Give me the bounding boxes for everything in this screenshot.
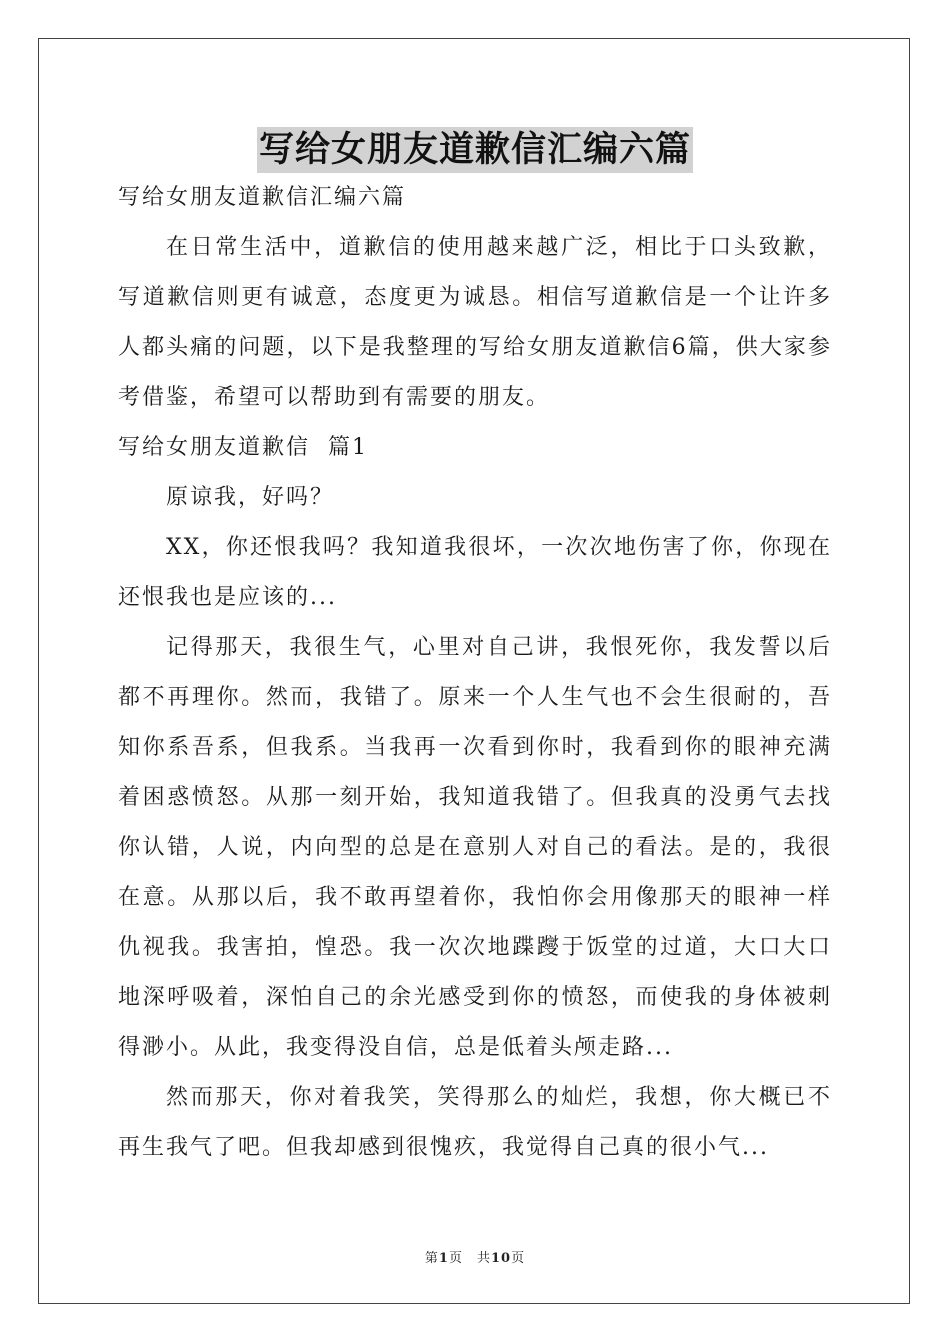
title-container: [0, 127, 950, 173]
total-prefix: 共: [476, 1251, 491, 1266]
page-number: 1: [438, 1251, 449, 1266]
page-footer: [0, 1247, 950, 1266]
intro-paragraph: 在日常生活中，道歉信的使用越来越广泛，相比于口头致歉，写道歉信则更有诚意，态度更为诚恳。相信写道歉信是一个让许多人都头痛的问题，以下是我整理的写给女朋友道歉信6篇，供大家参考借鉴，希望可以帮助到有需要的朋友。: [118, 235, 832, 410]
subtitle: 写给女朋友道歉信汇编六篇: [118, 185, 407, 210]
section-heading: 写给女朋友道歉信 篇1: [118, 435, 368, 460]
page-indicator: [425, 1251, 463, 1266]
total-suffix: 页: [511, 1251, 526, 1266]
letter-paragraph-1: XX，你还恨我吗？我知道我很坏，一次次地伤害了你，你现在还恨我也是应该的...: [118, 535, 832, 610]
document-title: 写给女朋友道歉信汇编六篇: [257, 127, 693, 173]
letter-paragraph-3: 然而那天，你对着我笑，笑得那么的灿烂，我想，你大概已不再生我气了吧。但我却感到很愧疚，我觉得自己真的很小气...: [118, 1085, 832, 1160]
total-pages-indicator: [477, 1251, 525, 1266]
page-prefix: 第: [424, 1251, 439, 1266]
letter-paragraph-2: 记得那天，我很生气，心里对自己讲，我恨死你，我发誓以后都不再理你。然而，我错了。原来一个人生气也不会生很耐的，吾知你系吾系，但我系。当我再一次看到你时，我看到你的眼神充满着困惑愤怒。从那一刻开始，我知道我错了。但我真的没勇气去找你认错，人说，内向型的总是在意别人对自己的看法。是的，我很在意。从那以后，我不敢再望着你，我怕你会用像那天的眼神一样仇视我。我害拍，惶恐。我一次次地蹀躞于饭堂的过道，大口大口地深呼吸着，深怕自己的余光感受到你的愤怒，而使我的身体被刺得渺小。从此，我变得没自信，总是低着头颅走路...: [118, 635, 832, 1060]
page-suffix: 页: [448, 1251, 463, 1266]
letter-greeting: 原谅我，好吗？: [166, 485, 335, 510]
document-body: [118, 173, 832, 1173]
total-pages: 10: [490, 1251, 512, 1266]
